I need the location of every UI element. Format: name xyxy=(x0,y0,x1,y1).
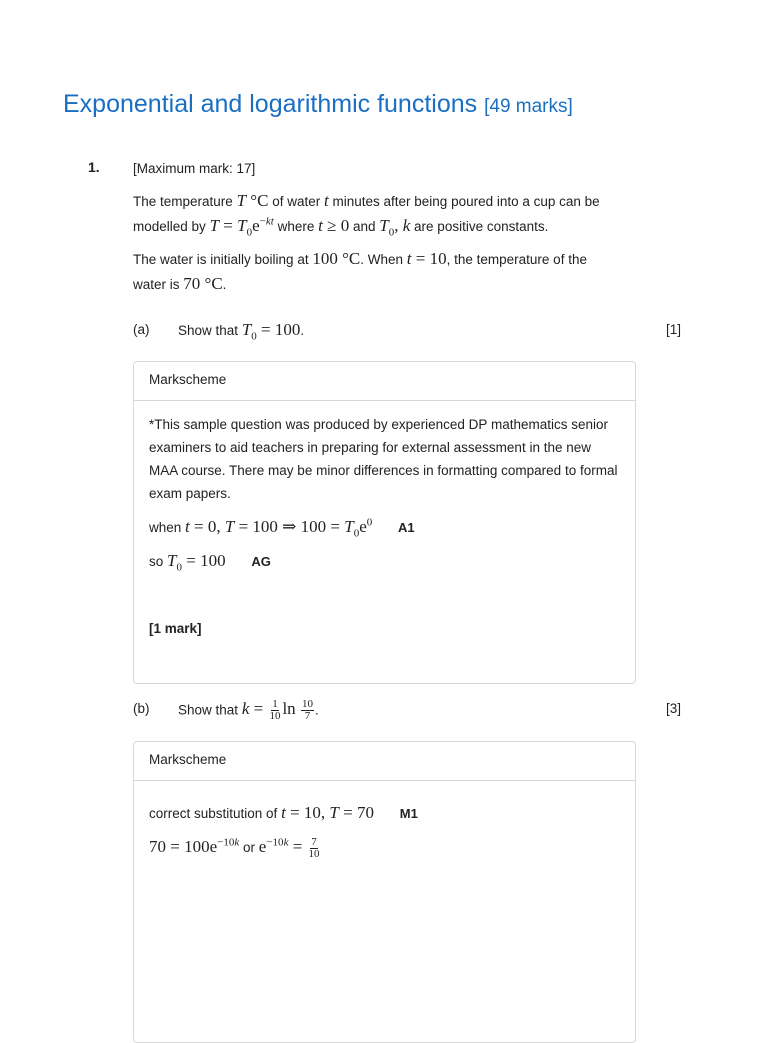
markscheme-body xyxy=(134,401,635,640)
total-marks: [49 marks] xyxy=(484,96,573,117)
markscheme-heading: Markscheme xyxy=(134,742,635,781)
mark-award: M1 xyxy=(399,806,418,821)
line-text: so xyxy=(149,554,164,569)
mark-award: AG xyxy=(251,554,271,569)
stem-text: are positive constants. xyxy=(414,219,549,234)
math-expr: $e^{-10k}$ = $\frac{7}{10}$ xyxy=(258,835,320,860)
math-expr: t ≥ 0 xyxy=(318,216,350,235)
math-expr: T °C xyxy=(236,191,269,210)
markscheme-body xyxy=(134,781,635,860)
part-label: (a) xyxy=(133,322,150,337)
stem-text: The water is initially boiling at xyxy=(133,252,309,267)
math-expr: t = 10 xyxy=(406,249,447,268)
max-mark: [Maximum mark: 17] xyxy=(133,161,256,176)
stem-text: of water xyxy=(272,194,321,209)
title-text: Exponential and logarithmic functions xyxy=(63,90,478,118)
sample-note: *This sample question was produced by experienced DP mathematics senior examiners to aid teachers in preparing for external assessment in the new MAA course. There may be minor differences in formatting compared to formal exam papers. xyxy=(149,417,618,501)
math-expr: t = 0, T = 100 ⇒ $100 = T_0e^0$ xyxy=(185,516,373,540)
markscheme-b xyxy=(133,741,636,1043)
stem-paragraph-1 xyxy=(133,189,653,239)
part-a-row xyxy=(133,320,681,344)
stem-text: water is xyxy=(133,277,180,292)
math-expr: $T_0$, k xyxy=(379,216,411,239)
stem-text: . When xyxy=(360,252,404,267)
stem-text: modelled by xyxy=(133,219,206,234)
part-b-row xyxy=(133,699,681,723)
markscheme-heading: Markscheme xyxy=(134,362,635,401)
mark-award: A1 xyxy=(398,520,415,535)
markscheme-line xyxy=(149,549,620,573)
line-text: when xyxy=(149,520,182,535)
markscheme-line xyxy=(149,515,620,539)
stem-paragraph-2: The water is initially boiling at 100 °C. When t = 10, the temperature of the water is 70 °C. xyxy=(133,249,587,293)
part-prompt: Show that $T_0 = 100$. xyxy=(178,320,305,343)
stem-text: , the temperature of the xyxy=(446,252,587,267)
stem-text: where xyxy=(277,219,315,234)
math-expr: $T_0 = 100$ xyxy=(167,551,226,574)
question-stem xyxy=(133,157,653,297)
marks-total: [1 mark] xyxy=(149,621,202,636)
question-number: 1. xyxy=(88,159,100,175)
part-marks: [3] xyxy=(665,701,681,716)
part-marks: [1] xyxy=(665,322,681,337)
line-text: correct substitution of xyxy=(149,806,278,821)
part-label: (b) xyxy=(133,701,150,716)
math-expr: t xyxy=(324,191,329,210)
markscheme-a xyxy=(133,361,636,684)
stem-text: and xyxy=(352,219,376,234)
math-expr: $70 = 100e^{-10k}$ xyxy=(149,836,240,856)
part-prompt-text: Show that xyxy=(178,323,239,338)
markscheme-line xyxy=(149,801,620,825)
part-prompt: Show that k = $\frac{1}{10}$ ln $\frac{10}{7}$ . xyxy=(178,698,319,722)
math-expr: t = 10, T = 70 xyxy=(281,803,374,822)
line-text: or xyxy=(243,840,256,855)
math-expr: 70 °C xyxy=(183,274,223,293)
stem-text: minutes after being poured into a cup can be xyxy=(332,194,600,209)
stem-text: The temperature xyxy=(133,194,233,209)
math-expr: $T = T_0e^{-kt}$ xyxy=(209,215,274,239)
math-expr: $T_0 = 100$ xyxy=(241,320,301,343)
markscheme-line xyxy=(149,835,620,860)
part-prompt-text: Show that xyxy=(178,702,239,718)
math-expr: 100 °C xyxy=(312,249,361,268)
page-title xyxy=(63,90,573,119)
math-expr: k = $\frac{1}{10}$ ln $\frac{10}{7}$ xyxy=(241,698,313,722)
